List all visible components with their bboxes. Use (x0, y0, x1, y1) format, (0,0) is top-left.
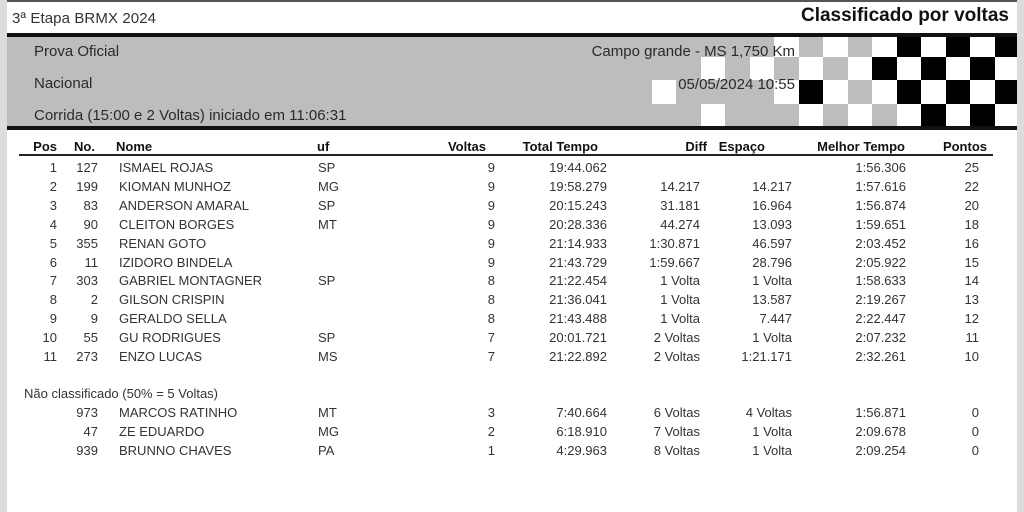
cell-diff: 1 Volta (660, 292, 700, 308)
col-header-pos: Pos (33, 139, 57, 154)
race-datetime: 05/05/2024 10:55 (678, 76, 795, 93)
cell-diff: 1 Volta (660, 311, 700, 327)
cell-diff: 1:59.667 (649, 254, 700, 270)
checker-square (946, 104, 970, 126)
cell-uf: MT (318, 405, 337, 420)
cell-pontos: 10 (964, 349, 979, 364)
cell-no: 83 (83, 197, 98, 213)
cell-espaco: 16.964 (752, 197, 792, 213)
cell-espaco: 1 Volta (752, 273, 792, 289)
col-header-no: No. (74, 139, 95, 154)
cell-nome: ANDERSON AMARAL (119, 197, 250, 213)
cell-pos: 11 (43, 349, 57, 364)
cell-total-tempo: 20:28.336 (549, 216, 607, 232)
cell-uf: SP (318, 330, 336, 346)
table-row (7, 349, 1017, 368)
cell-pontos: 13 (964, 292, 979, 308)
race-type: Prova Oficial (34, 43, 120, 60)
cell-diff: 1:30.871 (649, 235, 700, 251)
cell-diff: 44.274 (660, 216, 700, 232)
cell-uf: MS (318, 349, 338, 364)
checker-square (799, 104, 823, 126)
cell-nome: ZE EDUARDO (119, 423, 205, 439)
cell-total-tempo: 6:18.910 (556, 423, 607, 439)
table-header-rule (19, 154, 993, 156)
col-header-uf: uf (317, 139, 330, 154)
checker-square (995, 80, 1017, 104)
cell-nome: GABRIEL MONTAGNER (119, 273, 263, 289)
checker-square (921, 104, 946, 126)
cell-voltas: 8 (487, 273, 495, 289)
cell-no: 90 (83, 216, 98, 232)
cell-espaco: 1 Volta (752, 423, 792, 439)
col-header-espaco: Espaço (718, 139, 765, 154)
cell-pontos: 14 (964, 273, 979, 289)
cell-espaco: 28.796 (752, 254, 792, 270)
cell-melhor-tempo: 1:56.306 (855, 160, 906, 175)
cell-espaco: 46.597 (752, 235, 792, 251)
checker-square (995, 57, 1017, 80)
cell-espaco: 13.093 (752, 216, 792, 232)
cell-nome: GU RODRIGUES (119, 330, 221, 346)
cell-total-tempo: 7:40.664 (556, 405, 607, 420)
col-header-nome: Nome (116, 139, 153, 154)
cell-espaco: 1:21.171 (741, 349, 792, 364)
cell-pos: 10 (42, 330, 57, 346)
cell-no: 199 (76, 178, 98, 194)
not-classified-label: Não classificado (50% = 5 Voltas) (24, 386, 219, 401)
checker-square (823, 37, 848, 57)
table-row-not-classified (7, 405, 1017, 424)
checker-square (995, 37, 1017, 57)
cell-diff: 6 Voltas (653, 405, 700, 420)
cell-nome: GERALDO SELLA (119, 311, 227, 327)
checker-square (799, 80, 823, 104)
cell-nome: IZIDORO BINDELA (119, 254, 233, 270)
cell-uf: SP (318, 273, 336, 289)
race-location: Campo grande - MS 1,750 Km (591, 43, 795, 60)
cell-pontos: 11 (965, 330, 979, 346)
cell-total-tempo: 20:01.721 (549, 330, 607, 346)
col-header-melhor-tempo: Melhor Tempo (817, 139, 905, 154)
cell-pontos: 0 (971, 405, 979, 420)
col-header-total-tempo: Total Tempo (522, 139, 598, 154)
checker-square (701, 104, 725, 126)
cell-nome: KIOMAN MUNHOZ (119, 178, 231, 194)
cell-voltas: 8 (487, 292, 495, 308)
col-header-pontos: Pontos (942, 139, 987, 154)
cell-pontos: 12 (964, 311, 979, 327)
checker-square (897, 37, 921, 57)
cell-pontos: 25 (964, 160, 979, 175)
cell-pos: 5 (49, 235, 57, 251)
cell-pos: 1 (49, 160, 57, 175)
cell-diff: 7 Voltas (653, 423, 700, 439)
cell-nome: RENAN GOTO (119, 235, 207, 251)
cell-total-tempo: 21:36.041 (549, 292, 607, 308)
cell-total-tempo: 19:58.279 (549, 178, 607, 194)
cell-no: 273 (76, 349, 98, 364)
race-info-band (7, 37, 1017, 126)
cell-espaco: 4 Voltas (745, 405, 792, 420)
cell-melhor-tempo: 1:56.871 (855, 405, 906, 420)
cell-nome: ISMAEL ROJAS (119, 160, 214, 175)
cell-espaco: 7.447 (759, 311, 792, 327)
cell-voltas: 2 (487, 423, 495, 439)
cell-nome: ENZO LUCAS (119, 349, 203, 364)
checker-square (897, 104, 921, 126)
race-category: Nacional (34, 75, 93, 92)
cell-voltas: 9 (487, 197, 495, 213)
cell-diff: 14.217 (660, 178, 700, 194)
cell-pontos: 20 (964, 197, 979, 213)
checker-square (970, 104, 995, 126)
table-row (7, 179, 1017, 198)
cell-total-tempo: 4:29.963 (556, 442, 607, 458)
cell-no: 127 (76, 160, 98, 175)
cell-pontos: 15 (964, 254, 979, 270)
cell-melhor-tempo: 1:56.874 (855, 197, 906, 213)
checker-square (848, 57, 872, 80)
cell-total-tempo: 21:43.729 (549, 254, 607, 270)
cell-pos: 3 (49, 197, 57, 213)
checker-square (848, 104, 872, 126)
cell-pos: 7 (49, 273, 57, 289)
cell-pontos: 16 (964, 235, 979, 251)
cell-voltas: 7 (487, 330, 495, 346)
table-row-not-classified (7, 443, 1017, 462)
cell-melhor-tempo: 2:32.261 (855, 349, 906, 364)
cell-melhor-tempo: 1:57.616 (855, 178, 906, 194)
cell-diff: 2 Voltas (653, 349, 700, 364)
race-info: Corrida (15:00 e 2 Voltas) iniciado em 11:06:31 (34, 107, 347, 124)
header-divider-bottom (7, 126, 1017, 130)
cell-diff: 8 Voltas (653, 442, 700, 458)
cell-total-tempo: 19:44.062 (549, 160, 607, 175)
cell-espaco: 1 Volta (752, 330, 792, 346)
cell-no: 355 (76, 235, 98, 251)
cell-diff: 31.181 (660, 197, 700, 213)
cell-total-tempo: 21:22.454 (549, 273, 607, 289)
checker-square (872, 57, 897, 80)
cell-espaco: 13.587 (752, 292, 792, 308)
checker-square (823, 80, 848, 104)
cell-no: 11 (84, 254, 98, 270)
cell-pontos: 0 (971, 442, 979, 458)
cell-uf: SP (318, 160, 336, 175)
cell-melhor-tempo: 1:58.633 (855, 273, 906, 289)
checker-square (970, 57, 995, 80)
report-title: Classificado por voltas (800, 5, 1009, 26)
results-page (7, 0, 1017, 512)
cell-nome: BRUNNO CHAVES (119, 442, 232, 458)
table-row (7, 330, 1017, 349)
cell-voltas: 7 (487, 349, 495, 364)
table-row (7, 217, 1017, 236)
cell-no: 9 (90, 311, 98, 327)
cell-voltas: 8 (487, 311, 495, 327)
checker-square (921, 57, 946, 80)
cell-voltas: 3 (487, 405, 495, 420)
cell-melhor-tempo: 1:59.651 (855, 216, 906, 232)
cell-total-tempo: 21:14.933 (549, 235, 607, 251)
cell-no: 973 (76, 405, 98, 420)
checker-square (799, 57, 823, 80)
cell-total-tempo: 21:43.488 (549, 311, 607, 327)
cell-no: 55 (83, 330, 98, 346)
col-header-diff: Diff (685, 139, 707, 154)
table-row (7, 311, 1017, 330)
cell-nome: GILSON CRISPIN (119, 292, 225, 308)
cell-uf: PA (318, 442, 335, 458)
cell-pos: 2 (49, 178, 57, 194)
cell-nome: MARCOS RATINHO (119, 405, 238, 420)
checker-square (921, 80, 946, 104)
cell-melhor-tempo: 2:22.447 (855, 311, 906, 327)
checker-square (897, 80, 921, 104)
checker-square (946, 37, 970, 57)
cell-nome: CLEITON BORGES (119, 216, 235, 232)
cell-melhor-tempo: 2:19.267 (855, 292, 906, 308)
checker-square (946, 57, 970, 80)
cell-no: 47 (83, 423, 98, 439)
cell-uf: MT (318, 216, 337, 232)
cell-melhor-tempo: 2:09.678 (855, 423, 906, 439)
cell-espaco: 1 Volta (752, 442, 792, 458)
cell-espaco: 14.217 (752, 178, 792, 194)
cell-diff: 1 Volta (660, 273, 700, 289)
col-header-voltas: Voltas (447, 139, 486, 154)
cell-pontos: 18 (964, 216, 979, 232)
checker-square (652, 80, 676, 104)
cell-pos: 8 (49, 292, 57, 308)
cell-voltas: 9 (487, 160, 495, 175)
cell-melhor-tempo: 2:07.232 (855, 330, 906, 346)
table-row (7, 198, 1017, 217)
cell-pontos: 22 (964, 178, 979, 194)
checker-square (897, 57, 921, 80)
cell-total-tempo: 20:15.243 (549, 197, 607, 213)
table-row (7, 255, 1017, 274)
cell-uf: MG (318, 423, 339, 439)
cell-diff: 2 Voltas (653, 330, 700, 346)
checker-square (872, 37, 897, 57)
table-row (7, 160, 1017, 179)
cell-uf: SP (318, 197, 336, 213)
checker-square (970, 37, 995, 57)
cell-no: 2 (90, 292, 98, 308)
table-row (7, 236, 1017, 255)
cell-no: 303 (76, 273, 98, 289)
cell-melhor-tempo: 2:03.452 (855, 235, 906, 251)
cell-uf: MG (318, 178, 339, 194)
checker-square (921, 37, 946, 57)
title-row (7, 2, 1017, 33)
checker-square (995, 104, 1017, 126)
event-title: 3ª Etapa BRMX 2024 (12, 10, 157, 27)
table-row (7, 273, 1017, 292)
cell-pos: 9 (49, 311, 57, 327)
cell-voltas: 9 (487, 216, 495, 232)
checker-square (872, 80, 897, 104)
cell-total-tempo: 21:22.892 (549, 349, 607, 364)
cell-pos: 4 (49, 216, 57, 232)
cell-melhor-tempo: 2:05.922 (855, 254, 906, 270)
table-row (7, 292, 1017, 311)
cell-voltas: 9 (487, 235, 495, 251)
cell-no: 939 (76, 442, 98, 458)
cell-voltas: 1 (487, 442, 495, 458)
cell-voltas: 9 (487, 178, 495, 194)
table-row-not-classified (7, 424, 1017, 443)
cell-voltas: 9 (487, 254, 495, 270)
checker-square (970, 80, 995, 104)
checker-square (946, 80, 970, 104)
cell-pontos: 0 (971, 423, 979, 439)
cell-melhor-tempo: 2:09.254 (855, 442, 906, 458)
cell-pos: 6 (49, 254, 57, 270)
